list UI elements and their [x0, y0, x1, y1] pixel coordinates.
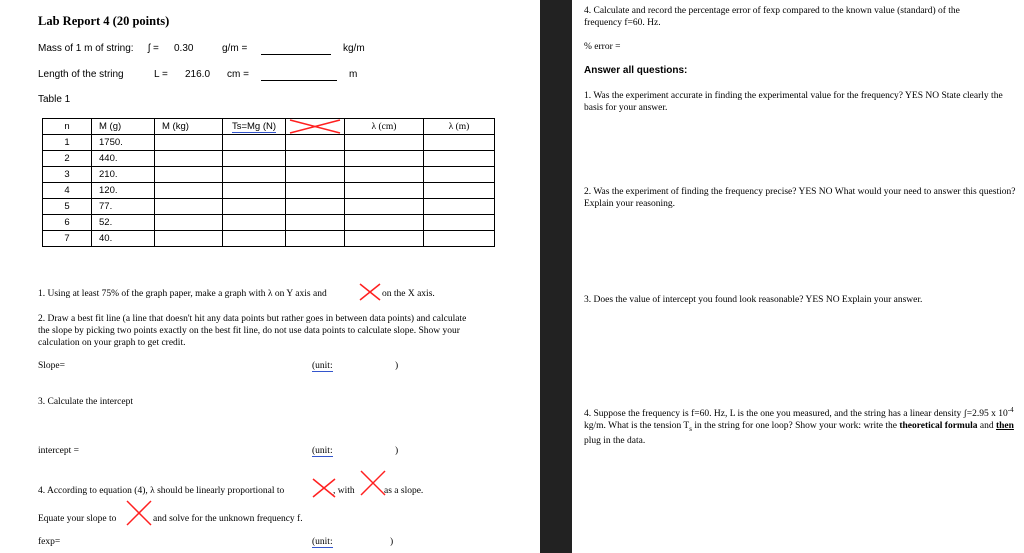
cell-empty[interactable] [155, 231, 223, 247]
answer-all-heading: Answer all questions: [584, 65, 688, 76]
cell-empty[interactable] [345, 215, 424, 231]
rq4-part-c: in the string for one loop? Show your work: write the [691, 421, 900, 432]
rq4-part-a: 4. Suppose the frequency is f=60. Hz, L is the one you measured, and the string has a linear density ʃ=2.95 x 10 [584, 409, 1008, 420]
intercept-unit-close: ) [395, 446, 399, 456]
error-label: % error = [584, 42, 621, 52]
cell-empty[interactable] [155, 215, 223, 231]
cell-empty[interactable] [345, 231, 424, 247]
rq4-bold-then: then [995, 421, 1014, 432]
equate-tail: and solve for the unknown frequency f. [153, 514, 303, 524]
cell-mass-g: 52. [92, 215, 155, 231]
cell-empty[interactable] [424, 135, 495, 151]
table-row [43, 135, 495, 151]
rq4-bold-formula: theoretical formula [899, 421, 978, 432]
rq4-exponent: -4 [1007, 406, 1014, 414]
length-label: Length of the string [38, 69, 124, 80]
length-unit-m: m [349, 69, 358, 80]
cell-empty[interactable] [424, 151, 495, 167]
cell-mass-g: 1750. [92, 135, 155, 151]
intercept-unit-text: (unit: [312, 446, 333, 456]
rq4-part-b: kg/m. What is the tension T [584, 421, 690, 432]
header-mass-g: M (g) [92, 119, 155, 135]
slope-unit-label [312, 361, 333, 371]
table-row [43, 167, 495, 183]
cell-empty[interactable] [223, 183, 286, 199]
right-question-4 [584, 404, 1016, 447]
header-lambda-cm: λ (cm) [345, 119, 424, 135]
length-answer-line[interactable] [261, 80, 337, 81]
cell-n: 4 [43, 183, 92, 199]
cell-mass-g: 77. [92, 199, 155, 215]
cell-empty[interactable] [424, 167, 495, 183]
slope-label: Slope= [38, 361, 65, 371]
cell-empty[interactable] [345, 183, 424, 199]
cell-empty[interactable] [286, 151, 345, 167]
table-row [43, 199, 495, 215]
cell-empty[interactable] [155, 135, 223, 151]
slope-unit-text: (unit: [312, 361, 333, 371]
cross-mark-icon [286, 119, 344, 134]
cell-empty[interactable] [286, 135, 345, 151]
intercept-label: intercept = [38, 446, 79, 456]
cell-empty[interactable] [223, 215, 286, 231]
question-4-tail: as a slope. [384, 486, 424, 496]
cell-empty[interactable] [286, 199, 345, 215]
mu-symbol: ʃ = [148, 43, 159, 54]
table-row [43, 231, 495, 247]
cell-empty[interactable] [345, 167, 424, 183]
cell-empty[interactable] [155, 167, 223, 183]
rq4-part-e: plug in the data. [584, 436, 646, 447]
fexp-unit-label [312, 537, 333, 547]
cell-n: 3 [43, 167, 92, 183]
cell-n: 6 [43, 215, 92, 231]
header-crossed-cell [286, 119, 345, 135]
cell-mass-g: 210. [92, 167, 155, 183]
cell-empty[interactable] [223, 135, 286, 151]
cell-n: 7 [43, 231, 92, 247]
fexp-label: fexp= [38, 537, 61, 547]
length-symbol: L = [154, 69, 168, 80]
header-lambda-m: λ (m) [424, 119, 495, 135]
cell-empty[interactable] [345, 151, 424, 167]
cell-empty[interactable] [155, 199, 223, 215]
cell-empty[interactable] [223, 151, 286, 167]
cell-empty[interactable] [424, 231, 495, 247]
header-n: n [43, 119, 92, 135]
cell-empty[interactable] [223, 199, 286, 215]
cross-mark-icon [126, 500, 152, 526]
table-row [43, 183, 495, 199]
cell-n: 5 [43, 199, 92, 215]
right-question-1: 1. Was the experiment accurate in finding the experimental value for the frequency? YES NO State clearly the basis for your answer. [584, 91, 1003, 113]
question-4-text: 4. According to equation (4), λ should be linearly proportional to [38, 486, 285, 496]
mu-unit-g: g/m = [222, 43, 248, 54]
table-row [43, 215, 495, 231]
fexp-unit-text: (unit: [312, 537, 333, 547]
question-3-text: 3. Calculate the intercept [38, 397, 133, 407]
intercept-unit-label [312, 446, 333, 456]
rq4-subscript: s [689, 425, 692, 434]
mu-unit-kg: kg/m [343, 43, 365, 54]
cell-empty[interactable] [223, 231, 286, 247]
cell-empty[interactable] [223, 167, 286, 183]
header-mass-kg: M (kg) [155, 119, 223, 135]
question-2-text: 2. Draw a best fit line (a line that doesn't hit any data points but rather goes in between data points) and calculate the slope by picking two points exactly on the best fit line, do not use data points to calculate slope. Show your calculation on your graph to get credit. [38, 314, 467, 348]
cell-empty[interactable] [286, 183, 345, 199]
mu-value: 0.30 [174, 43, 194, 54]
cell-mass-g: 440. [92, 151, 155, 167]
question-1-text: 1. Using at least 75% of the graph paper, make a graph with λ on Y axis and [38, 289, 327, 299]
cell-empty[interactable] [286, 231, 345, 247]
fexp-unit-close: ) [390, 537, 394, 547]
cell-n: 2 [43, 151, 92, 167]
cell-empty[interactable] [345, 199, 424, 215]
equate-text: Equate your slope to [38, 514, 117, 524]
cross-mark-icon [359, 283, 381, 301]
cell-mass-g: 120. [92, 183, 155, 199]
cell-empty[interactable] [345, 135, 424, 151]
mass-label: Mass of 1 m of string: [38, 43, 134, 54]
question-1-tail: on the X axis. [382, 289, 435, 299]
cross-mark-icon [360, 470, 386, 496]
report-title: Lab Report 4 (20 points) [38, 14, 170, 28]
rq4-part-d: and [977, 421, 996, 432]
cell-empty[interactable] [155, 183, 223, 199]
right-question-2: 2. Was the experiment of finding the frequency precise? YES NO What would your need to answer this question? Explain your reasoning. [584, 187, 1016, 209]
cell-empty[interactable] [424, 199, 495, 215]
table-header-row [43, 119, 495, 135]
table-label: Table 1 [38, 94, 71, 105]
header-tension-label: Ts=Mg (N) [231, 121, 277, 132]
cell-mass-g: 40. [92, 231, 155, 247]
cell-empty[interactable] [155, 151, 223, 167]
cell-empty[interactable] [424, 183, 495, 199]
question-4-with: , with [333, 486, 355, 496]
mu-answer-line[interactable] [261, 54, 331, 55]
data-table [42, 118, 495, 247]
length-unit-cm: cm = [227, 69, 249, 80]
page-divider [540, 0, 572, 553]
length-value: 216.0 [185, 69, 211, 80]
percent-error-question: 4. Calculate and record the percentage error of fexp compared to the known value (standard) of the frequency f=60. Hz. [584, 6, 960, 28]
cell-empty[interactable] [286, 167, 345, 183]
right-page [572, 0, 1024, 553]
cell-empty[interactable] [424, 215, 495, 231]
cell-n: 1 [43, 135, 92, 151]
table-row [43, 151, 495, 167]
right-question-3: 3. Does the value of intercept you found look reasonable? YES NO Explain your answer. [584, 295, 923, 305]
header-tension [223, 119, 286, 135]
cell-empty[interactable] [286, 215, 345, 231]
slope-unit-close: ) [395, 361, 399, 371]
